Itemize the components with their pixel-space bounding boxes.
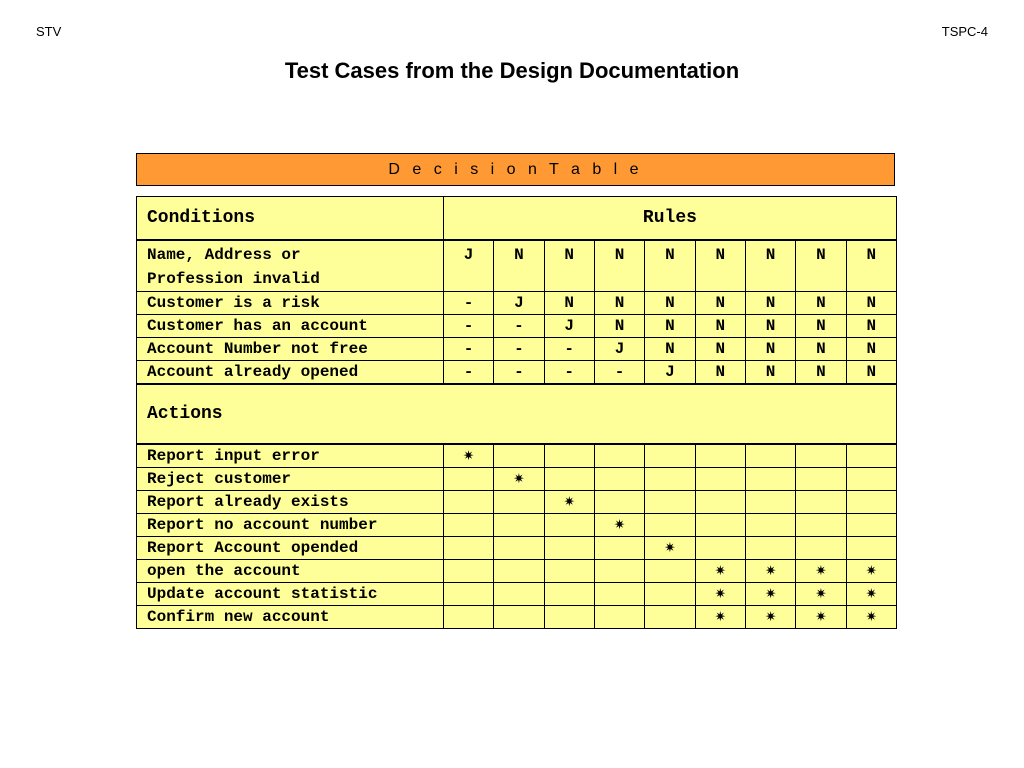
action-mark-cell [443, 560, 493, 583]
action-mark-cell [494, 514, 544, 537]
action-mark-cell [494, 468, 544, 491]
action-mark-icon: ✷ [765, 584, 777, 604]
action-mark-icon: ✷ [614, 515, 625, 535]
action-mark-cell [695, 606, 745, 629]
action-label: Update account statistic [137, 583, 444, 606]
action-mark-icon: ✷ [714, 607, 726, 627]
action-label: Report Account opended [137, 537, 444, 560]
action-mark-cell [645, 560, 695, 583]
rule-value-cell: N [796, 240, 846, 292]
condition-row [137, 292, 897, 315]
action-mark-cell [796, 537, 846, 560]
action-mark-cell [544, 514, 594, 537]
action-mark-cell [745, 468, 795, 491]
rule-value-cell: J [544, 315, 594, 338]
action-mark-cell [645, 444, 695, 468]
action-row [137, 444, 897, 468]
action-mark-cell [594, 560, 644, 583]
rule-value-cell: - [544, 361, 594, 385]
rule-value-cell: N [745, 361, 795, 385]
action-mark-icon: ✷ [714, 561, 726, 581]
action-mark-icon: ✷ [714, 584, 726, 604]
action-mark-cell [695, 491, 745, 514]
action-label: Report already exists [137, 491, 444, 514]
action-mark-cell [796, 514, 846, 537]
action-mark-cell [544, 583, 594, 606]
action-mark-icon: ✷ [563, 492, 575, 512]
action-mark-cell [443, 514, 493, 537]
action-mark-cell [695, 444, 745, 468]
action-row [137, 606, 897, 629]
action-mark-cell [796, 444, 846, 468]
decision-table [136, 196, 897, 629]
rule-value-cell: - [443, 361, 493, 385]
action-mark-cell [796, 606, 846, 629]
action-mark-cell [544, 537, 594, 560]
action-mark-cell [745, 537, 795, 560]
rule-value-cell: N [695, 240, 745, 292]
condition-row [137, 361, 897, 385]
action-mark-icon: ✷ [865, 607, 877, 627]
rule-value-cell: N [796, 361, 846, 385]
rule-value-cell: N [745, 315, 795, 338]
rule-value-cell: N [645, 315, 695, 338]
condition-label-line: Name, Address or [147, 246, 301, 264]
rule-value-cell: N [494, 240, 544, 292]
action-mark-cell [745, 491, 795, 514]
action-mark-cell [846, 514, 896, 537]
action-mark-cell [645, 583, 695, 606]
rule-value-cell: N [544, 240, 594, 292]
action-mark-cell [745, 606, 795, 629]
action-label: Reject customer [137, 468, 444, 491]
action-mark-cell [796, 583, 846, 606]
action-mark-cell [846, 468, 896, 491]
action-mark-cell [494, 491, 544, 514]
rule-value-cell: - [443, 292, 493, 315]
condition-label [137, 240, 444, 292]
action-mark-cell [443, 606, 493, 629]
rule-value-cell: N [796, 338, 846, 361]
action-mark-cell [695, 514, 745, 537]
rule-value-cell: J [645, 361, 695, 385]
action-mark-cell [745, 444, 795, 468]
rule-value-cell: - [494, 315, 544, 338]
rule-value-cell: N [745, 338, 795, 361]
action-mark-cell [544, 491, 594, 514]
rule-value-cell: - [494, 361, 544, 385]
rule-value-cell: J [494, 292, 544, 315]
action-mark-cell [494, 537, 544, 560]
action-row [137, 560, 897, 583]
action-mark-cell [494, 606, 544, 629]
action-mark-cell [695, 468, 745, 491]
action-mark-cell [544, 560, 594, 583]
action-row [137, 583, 897, 606]
condition-label: Account already opened [137, 361, 444, 385]
action-mark-cell [443, 583, 493, 606]
actions-header: Actions [137, 384, 897, 444]
rule-value-cell: N [544, 292, 594, 315]
rule-value-cell: N [695, 315, 745, 338]
slide-title: Test Cases from the Design Documentation [284, 58, 740, 83]
rule-value-cell: N [796, 315, 846, 338]
action-mark-cell [695, 560, 745, 583]
action-mark-cell [594, 606, 644, 629]
action-mark-cell [443, 444, 493, 468]
condition-row [137, 338, 897, 361]
rule-value-cell: - [443, 315, 493, 338]
action-mark-cell [645, 514, 695, 537]
action-mark-cell [796, 468, 846, 491]
action-mark-icon: ✷ [765, 607, 777, 627]
action-mark-cell [745, 560, 795, 583]
action-mark-cell [443, 491, 493, 514]
action-mark-cell [796, 560, 846, 583]
action-row [137, 537, 897, 560]
rule-value-cell: N [645, 240, 695, 292]
action-mark-cell [494, 444, 544, 468]
rule-value-cell: N [796, 292, 846, 315]
actions-header-row [137, 384, 897, 444]
rule-value-cell: - [494, 338, 544, 361]
action-mark-icon: ✷ [815, 607, 827, 627]
table-header-row [137, 197, 897, 241]
rule-value-cell: N [695, 361, 745, 385]
rule-value-cell: N [645, 292, 695, 315]
action-mark-cell [846, 583, 896, 606]
action-mark-cell [846, 606, 896, 629]
action-mark-cell [544, 606, 594, 629]
action-mark-cell [594, 468, 644, 491]
rule-value-cell: N [645, 338, 695, 361]
action-mark-cell [594, 583, 644, 606]
action-label: Confirm new account [137, 606, 444, 629]
action-row [137, 491, 897, 514]
rule-value-cell: N [695, 292, 745, 315]
action-label: Report no account number [137, 514, 444, 537]
rule-value-cell: N [594, 315, 644, 338]
action-mark-cell [645, 491, 695, 514]
rule-value-cell: N [594, 240, 644, 292]
condition-label: Account Number not free [137, 338, 444, 361]
action-mark-cell [544, 468, 594, 491]
decision-table-caption: D e c i s i o n T a b l e [136, 153, 895, 186]
slide-number: TSPC-4 [941, 24, 988, 39]
action-mark-cell [695, 537, 745, 560]
condition-label-line: Profession invalid [147, 270, 320, 288]
action-mark-cell [846, 537, 896, 560]
rule-value-cell: N [695, 338, 745, 361]
action-mark-cell [594, 537, 644, 560]
action-mark-cell [645, 537, 695, 560]
action-mark-cell [443, 468, 493, 491]
rule-value-cell: - [443, 338, 493, 361]
rule-value-cell: - [544, 338, 594, 361]
action-mark-cell [494, 560, 544, 583]
action-mark-icon: ✷ [765, 561, 777, 581]
rules-header: Rules [443, 197, 896, 241]
rule-value-cell: N [745, 240, 795, 292]
slide-label-left: STV [36, 24, 62, 39]
action-mark-cell [645, 468, 695, 491]
action-mark-cell [695, 583, 745, 606]
action-mark-cell [494, 583, 544, 606]
action-mark-cell [846, 491, 896, 514]
rule-value-cell: N [846, 338, 896, 361]
rule-value-cell: N [846, 240, 896, 292]
action-mark-icon: ✷ [664, 538, 676, 558]
action-mark-cell [745, 514, 795, 537]
rule-value-cell: J [594, 338, 644, 361]
action-mark-icon: ✷ [865, 561, 877, 581]
action-mark-cell [745, 583, 795, 606]
action-mark-cell [846, 444, 896, 468]
action-mark-cell [796, 491, 846, 514]
action-mark-cell [645, 606, 695, 629]
conditions-header: Conditions [137, 197, 444, 241]
action-mark-cell [443, 537, 493, 560]
action-mark-cell [594, 514, 644, 537]
action-label: Report input error [137, 444, 444, 468]
action-mark-icon: ✷ [513, 469, 525, 489]
action-mark-icon: ✷ [865, 584, 877, 604]
action-label: open the account [137, 560, 444, 583]
rule-value-cell: N [745, 292, 795, 315]
rule-value-cell: N [846, 292, 896, 315]
action-row [137, 468, 897, 491]
rule-value-cell: N [594, 292, 644, 315]
action-row [137, 514, 897, 537]
condition-row [137, 315, 897, 338]
action-mark-cell [594, 491, 644, 514]
action-mark-cell [594, 444, 644, 468]
action-mark-cell [846, 560, 896, 583]
condition-label: Customer is a risk [137, 292, 444, 315]
rule-value-cell: - [594, 361, 644, 385]
rule-value-cell: J [443, 240, 493, 292]
condition-row [137, 240, 897, 292]
rule-value-cell: N [846, 315, 896, 338]
action-mark-icon: ✷ [815, 584, 827, 604]
rule-value-cell: N [846, 361, 896, 385]
action-mark-icon: ✷ [463, 446, 474, 466]
action-mark-cell [544, 444, 594, 468]
condition-label: Customer has an account [137, 315, 444, 338]
action-mark-icon: ✷ [815, 561, 827, 581]
